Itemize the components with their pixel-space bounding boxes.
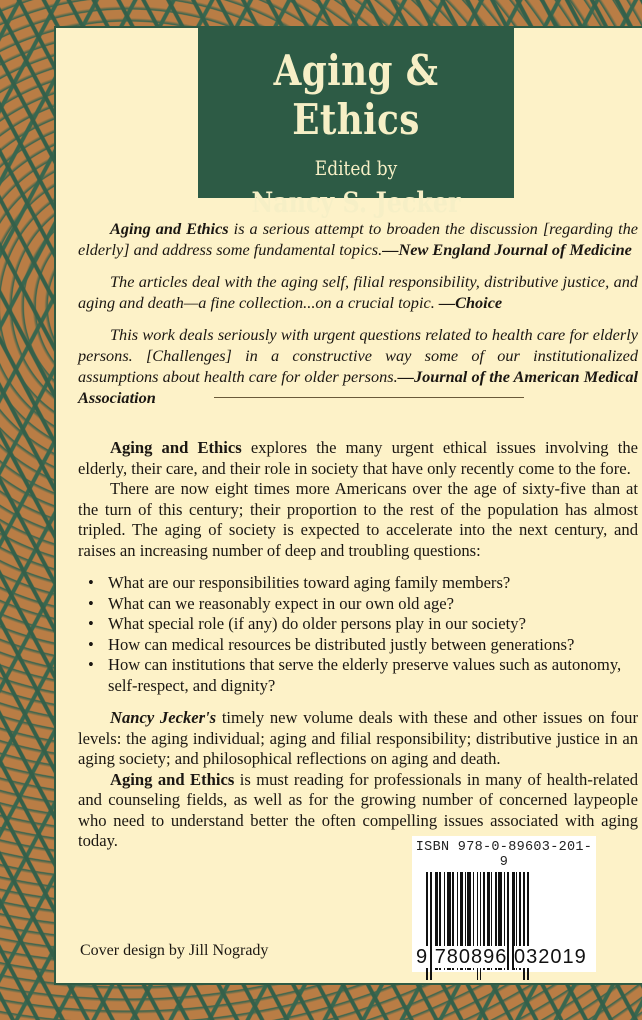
bullet-icon: • bbox=[88, 593, 94, 613]
question-text: How can institutions that serve the elderly preserve values such as autonomy, self-respect, and dignity? bbox=[108, 655, 622, 695]
description-bold-title: Aging and Ethics bbox=[110, 438, 242, 457]
cover-design-credit: Cover design by Jill Nogrady bbox=[80, 942, 269, 959]
questions-list bbox=[78, 573, 638, 696]
review-quotes bbox=[78, 218, 638, 419]
book-title: Aging & Ethics bbox=[273, 46, 439, 144]
bullet-icon: • bbox=[88, 614, 94, 633]
isbn-label: ISBN 978-0-89603-201-9 bbox=[415, 840, 593, 870]
question-text: What are our responsibilities toward aging family members? bbox=[108, 573, 511, 592]
author-bold-name: Nancy Jecker's bbox=[110, 708, 217, 727]
edited-by-label: Edited by bbox=[314, 156, 398, 180]
question-item bbox=[88, 614, 638, 635]
back-cover-panel bbox=[54, 26, 642, 985]
description-paragraph: There are now eight times more Americans over the age of sixty-five than at the turn of this century; their proportion to the rest of the population has almost tripled. The aging of society is expected to accelerate into the next century, and raises an increasing number of deep and troubling questions: bbox=[78, 479, 638, 560]
ean-group-2: 032019 bbox=[514, 946, 587, 968]
isbn-barcode bbox=[412, 836, 596, 972]
ean-group-1: 780896 bbox=[434, 946, 508, 968]
description-paragraph bbox=[78, 708, 638, 770]
question-text: What can we reasonably expect in our own old age? bbox=[108, 593, 455, 613]
bullet-icon: • bbox=[88, 655, 94, 674]
review-text: This work deals seriously with urgent questions related to health care for elderly persons. [Challenges] in a constructive way some of our institutionalized assumptions about health care for older persons. bbox=[78, 325, 638, 386]
description-paragraph bbox=[78, 438, 638, 479]
editor-name: Nancy S. Jecker bbox=[251, 186, 461, 219]
review-lead-bold: Aging and Ethics bbox=[110, 219, 229, 238]
question-text: How can medical resources be distributed justly between generations? bbox=[108, 634, 575, 654]
description-bold-title: Aging and Ethics bbox=[110, 769, 235, 789]
bullet-icon: • bbox=[88, 573, 94, 592]
review-quote bbox=[78, 271, 638, 313]
review-quote bbox=[78, 324, 638, 408]
review-source: —Choice bbox=[438, 293, 503, 312]
description bbox=[78, 438, 638, 852]
review-quote bbox=[78, 218, 638, 260]
title-box bbox=[198, 26, 514, 219]
question-item bbox=[88, 634, 638, 656]
question-item bbox=[88, 573, 638, 594]
question-item bbox=[88, 655, 638, 696]
divider-rule bbox=[214, 397, 524, 398]
review-text: is a serious attempt to broaden the discussion [regarding the elderly] and address some fundamental topics. bbox=[78, 219, 638, 259]
description-text: timely new volume deals with these and other issues on four levels: the aging individual; aging and filial responsibility; distributive justice in an aging society; and philosophical reflections on aging and death. bbox=[78, 708, 638, 768]
ean-number bbox=[416, 946, 592, 969]
bullet-icon: • bbox=[88, 634, 94, 654]
description-text: is must reading for professionals in many of health-related and counseling fields, as well as for the growing number of concerned laypeople who need to understand better the often compelling issues associated with aging today. bbox=[78, 769, 638, 850]
question-item bbox=[88, 593, 638, 615]
review-source: —New England Journal of Medicine bbox=[382, 240, 632, 259]
review-text: The articles deal with the aging self, filial responsibility, distributive justice, and aging and death—a fine collection...on a crucial topic. bbox=[78, 272, 638, 312]
review-source: —Journal of the American Medical Association bbox=[78, 367, 638, 407]
ean-first-digit: 9 bbox=[416, 946, 429, 968]
description-text: explores the many urgent ethical issues involving the elderly, their care, and their role in society that have only recently come to the fore. bbox=[78, 438, 638, 478]
question-text: What special role (if any) do older persons play in our society? bbox=[108, 614, 526, 633]
